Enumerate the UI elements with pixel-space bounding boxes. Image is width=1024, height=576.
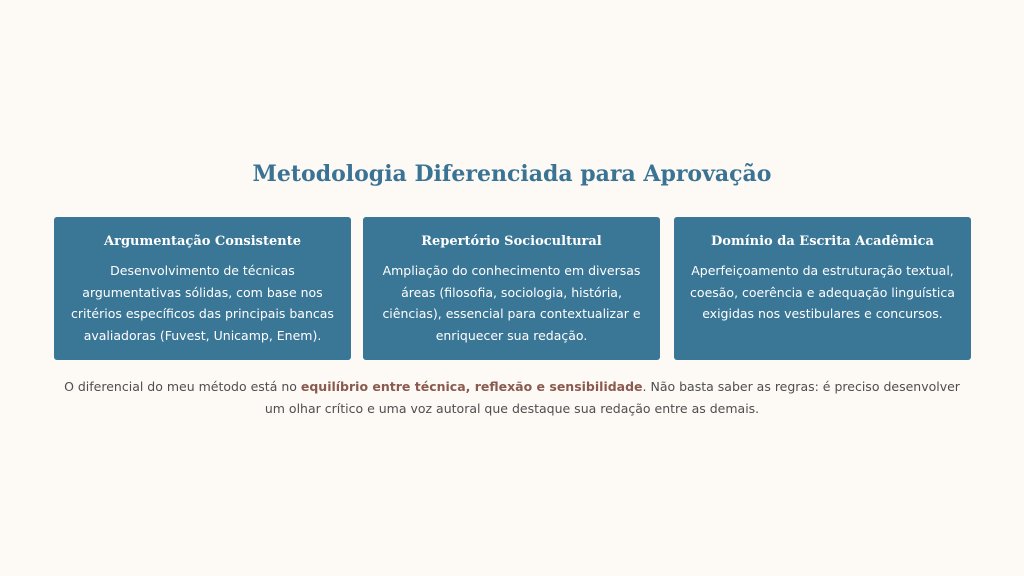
card-title: Domínio da Escrita Acadêmica bbox=[711, 234, 934, 249]
card-title: Argumentação Consistente bbox=[104, 234, 301, 249]
card-text: Desenvolvimento de técnicas argumentativas sólidas, com base nos critérios específicos das principais bancas avaliadoras (Fuvest, Unicamp, Enem). bbox=[71, 263, 334, 343]
summary-text-start: O diferencial do meu método está no bbox=[64, 379, 301, 394]
card-escrita bbox=[674, 217, 971, 360]
card-title: Repertório Sociocultural bbox=[421, 234, 602, 249]
card-repertorio bbox=[363, 217, 660, 360]
card-text: Aperfeiçoamento da estruturação textual, coesão, coerência e adequação linguística exigidas nos vestibulares e concursos. bbox=[690, 263, 955, 321]
summary-highlight: equilíbrio entre técnica, reflexão e sensibilidade bbox=[300, 379, 643, 394]
card-argumentacao bbox=[54, 217, 351, 360]
method-summary bbox=[54, 376, 970, 420]
page-title: Metodologia Diferenciada para Aprovação bbox=[252, 161, 772, 187]
card-text: Ampliação do conhecimento em diversas áreas (filosofia, sociologia, história, ciências), essencial para contextualizar e enriquecer sua redação. bbox=[382, 263, 641, 343]
summary-text-end: . Não basta saber as regras: é preciso desenvolver um olhar crítico e uma voz autoral que destaque sua redação entre as demais. bbox=[264, 379, 960, 416]
methodology-cards bbox=[54, 217, 970, 360]
